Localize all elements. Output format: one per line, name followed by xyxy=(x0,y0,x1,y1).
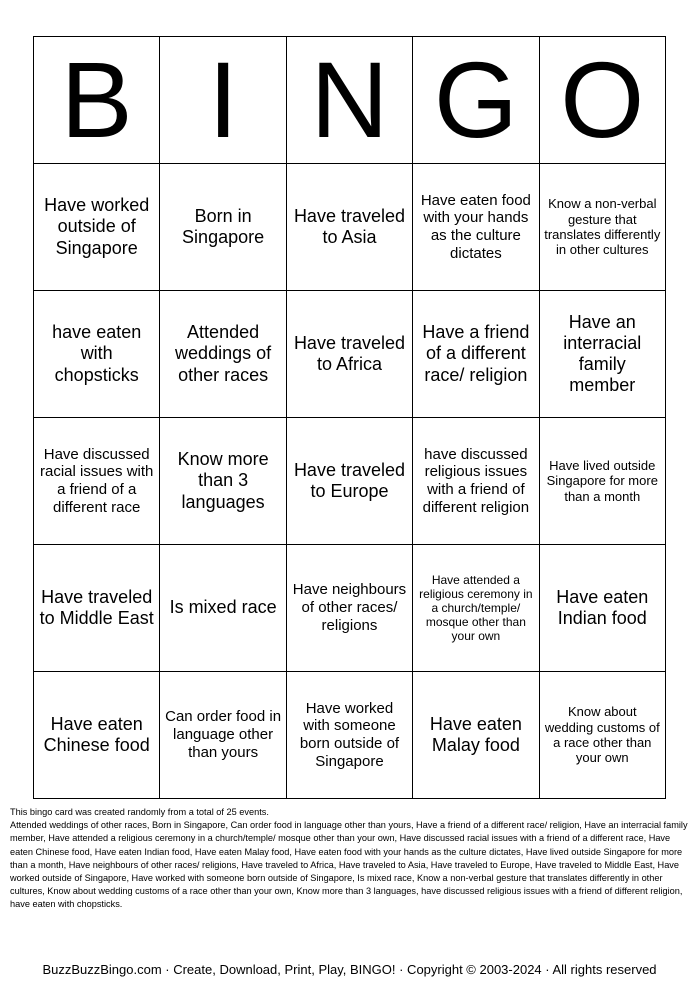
bingo-cell: Know a non-verbal gesture that translates differently in other cultures xyxy=(539,164,665,291)
bingo-row-3 xyxy=(34,418,666,545)
bingo-cell: Attended weddings of other races xyxy=(160,291,286,418)
bingo-cell: Can order food in language other than yours xyxy=(160,672,286,799)
bingo-row-5 xyxy=(34,672,666,799)
header-letter-n: N xyxy=(286,37,412,164)
bingo-cell: Is mixed race xyxy=(160,545,286,672)
header-letter-o: O xyxy=(539,37,665,164)
bingo-cell: Have neighbours of other races/ religions xyxy=(286,545,412,672)
bingo-row-1 xyxy=(34,164,666,291)
bingo-cell: Have traveled to Europe xyxy=(286,418,412,545)
bingo-row-4 xyxy=(34,545,666,672)
bingo-cell: Have lived outside Singapore for more than a month xyxy=(539,418,665,545)
bingo-cell: Have attended a religious ceremony in a church/temple/ mosque other than your own xyxy=(413,545,539,672)
bingo-cell: Know more than 3 languages xyxy=(160,418,286,545)
bingo-cell: have discussed religious issues with a friend of different religion xyxy=(413,418,539,545)
bingo-cell: Born in Singapore xyxy=(160,164,286,291)
header-letter-b: B xyxy=(34,37,160,164)
bingo-cell: Have traveled to Middle East xyxy=(34,545,160,672)
card-info-event-list: Attended weddings of other races, Born in Singapore, Can order food in language other than yours, Have a friend of a different race/ religion, Have an interracial family member, Have attended a religious ceremony in a church/temple/ mosque other than your own, Have discussed racial issues with a friend of a different race, Have eaten Chinese food, Have eaten Indian food, Have eaten Malay food, Have eaten food with your hands as the culture dictates, Have lived outside Singapore for more than a month, Have neighbours of other races/ religions, Have traveled to Africa, Have traveled to Asia, Have traveled to Europe, Have traveled to Middle East, Have worked outside of Singapore, Have worked with someone born outside of Singapore, Is mixed race, Know a non-verbal gesture that translates differently in other cultures, Know about wedding customs of a race other than your own, Know more than 3 languages, have discussed religious issues with a friend of different religion, have eaten with chopsticks. xyxy=(10,820,688,910)
bingo-row-2 xyxy=(34,291,666,418)
card-info xyxy=(10,806,690,912)
bingo-card xyxy=(33,36,666,799)
bingo-cell: Have worked outside of Singapore xyxy=(34,164,160,291)
bingo-cell: Have worked with someone born outside of Singapore xyxy=(286,672,412,799)
bingo-cell: Have eaten Chinese food xyxy=(34,672,160,799)
bingo-cell: Have traveled to Africa xyxy=(286,291,412,418)
header-letter-i: I xyxy=(160,37,286,164)
bingo-cell: Have eaten Malay food xyxy=(413,672,539,799)
header-letter-g: G xyxy=(413,37,539,164)
bingo-header-row xyxy=(34,37,666,164)
bingo-cell: Have traveled to Asia xyxy=(286,164,412,291)
bingo-cell: Have eaten food with your hands as the culture dictates xyxy=(413,164,539,291)
bingo-cell: Have an interracial family member xyxy=(539,291,665,418)
bingo-cell: Have discussed racial issues with a friend of a different race xyxy=(34,418,160,545)
bingo-cell: Have eaten Indian food xyxy=(539,545,665,672)
card-info-intro: This bingo card was created randomly from a total of 25 events. xyxy=(10,807,269,817)
bingo-cell: Have a friend of a different race/ religion xyxy=(413,291,539,418)
bingo-cell: have eaten with chopsticks xyxy=(34,291,160,418)
bingo-cell: Know about wedding customs of a race other than your own xyxy=(539,672,665,799)
footer-copyright: BuzzBuzzBingo.com · Create, Download, Print, Play, BINGO! · Copyright © 2003-2024 · All rights reserved xyxy=(42,962,657,977)
